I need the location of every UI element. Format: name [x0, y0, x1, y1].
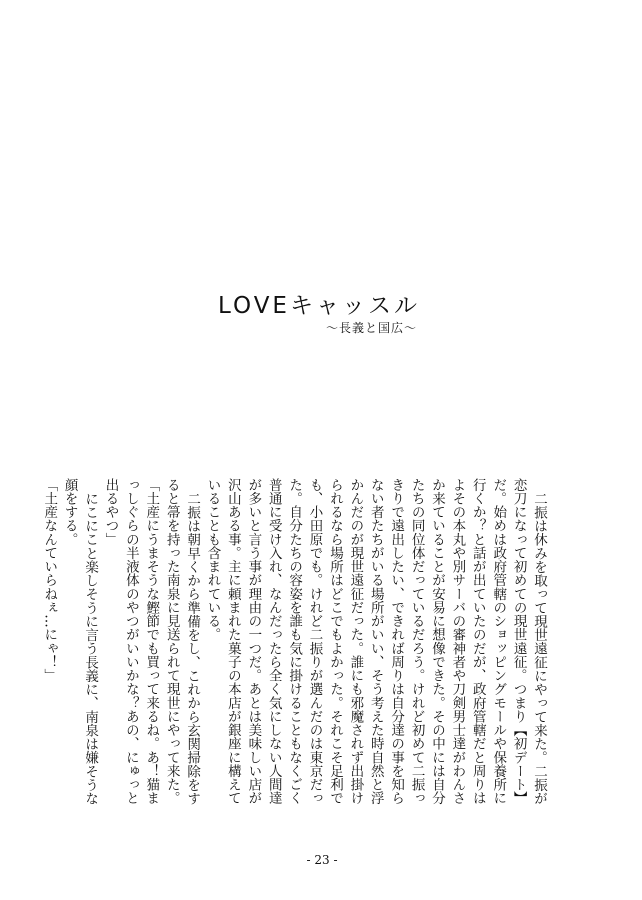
vertical-text-body [41, 478, 549, 818]
chapter-subtitle: 〜長義と国広〜 [326, 321, 418, 335]
paragraph: 二振は朝早くから準備をし、これから玄関掃除をすると箒を持った南泉に見送られて現世にやって来た。 [163, 478, 201, 805]
page-number: - 23 - [306, 853, 338, 867]
paragraph: にこにこと楽しそうに言う長義に、南泉は嫌そうな顔をする。 [61, 478, 99, 805]
dialogue-line: 「土産にうまそうな鰹節でも買って来るね。あ！猫まっしぐらの半液体のやつがいいかな？あの、にゅっと出るやつ」 [102, 478, 160, 805]
dialogue-line: 「土産なんていらねぇ…にゃ！」 [41, 478, 58, 683]
paragraph: 二振は休みを取って現世遠征にやって来た。二振が恋刀になって初めての現世遠征。つまり【初デート】だ。始めは政府管轄のショッピングモールや保養所に行くか？と話が出ていたのだが、政府管轄だと周りはよその本丸や別サーバの審神者や刀剣男士達がわんさか来ていることが安易に想像できた。その中には自分たちの同位体だっているだろう。けれど初めて二振っきりで遠出したい、できれば周りは自分達の事を知らない者たちがいる場所がいい、そう考えた時自然と浮かんだのが現世遠征だった。誰にも邪魔されず出掛けられるなら場所はどこでもよかった。それこそ足利でも、小田原でも。けれど二振りが選んだのは東京だった。自分たちの容姿を誰も気に掛けることもなくごく普通に受け入れ、なんだったら全く気にしない人間達が多いと言う事が理由の一つだ。あとは美味しい店が沢山ある事。主に頼まれた菓子の本店が銀座に構えていることも含まれている。 [204, 478, 547, 805]
chapter-title: LOVEキャッスル [218, 293, 420, 319]
